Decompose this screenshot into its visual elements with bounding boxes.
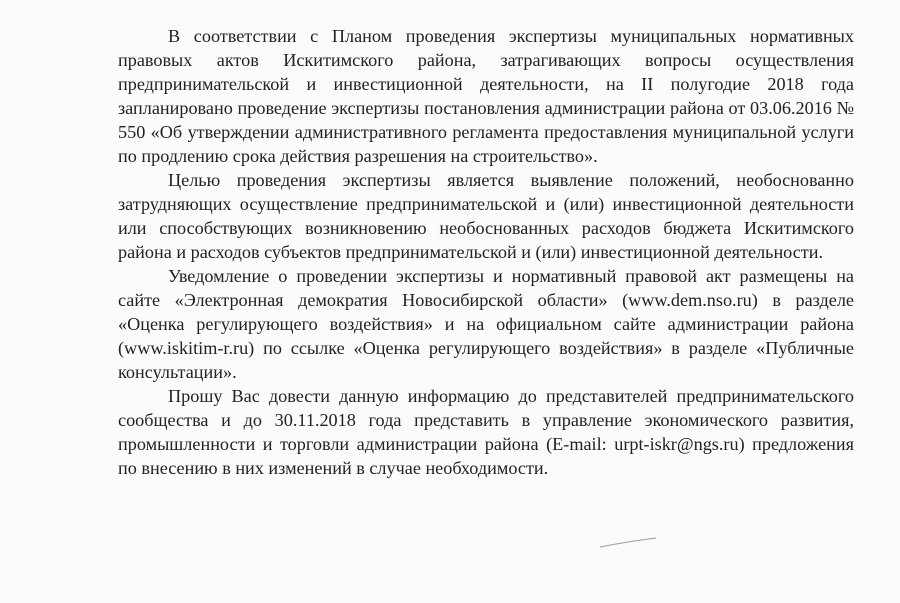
paragraph-request: Прошу Вас довести данную информацию до представителей предпринимательского сообщества и до 30.11.2018 года представить в управление экономического развития, промышленности и торговли администрации района (E-mail: urpt-iskr@ngs.ru) предложения по внесению в них изменений в случае необходимости. <box>118 386 854 478</box>
pen-stroke-mark <box>598 536 658 550</box>
paragraph-plan-expertise: В соответствии с Планом проведения экспертизы муниципальных нормативных правовых актов Искитимского района, затрагивающих вопросы осуществления предпринимательской и инвестиционной деятельности, на II полугодие 2018 года запланировано проведение экспертизы постановления администрации района от 03.06.2016 № 550 «Об утверждении административного регламента предоставления муниципальной услуги по продлению срока действия разрешения на строительство». <box>118 26 854 166</box>
paragraph-notification: Уведомление о проведении экспертизы и нормативный правовой акт размещены на сайте «Электронная демократия Новосибирской области» (www.dem.nso.ru) в разделе «Оценка регулирующего воздействия» и на официальном сайте администрации района (www.iskitim-r.ru) по ссылке «Оценка регулирующего воздействия» в разделе «Публичные консультации». <box>118 266 854 382</box>
document-body <box>118 24 854 480</box>
paragraph-expertise-goal: Целью проведения экспертизы является выявление положений, необоснованно затрудняющих осуществление предпринимательской и (или) инвестиционной деятельности или способствующих возникновению необоснованных расходов бюджета Искитимского района и расходов субъектов предпринимательской и (или) инвестиционной деятельности. <box>118 170 854 262</box>
